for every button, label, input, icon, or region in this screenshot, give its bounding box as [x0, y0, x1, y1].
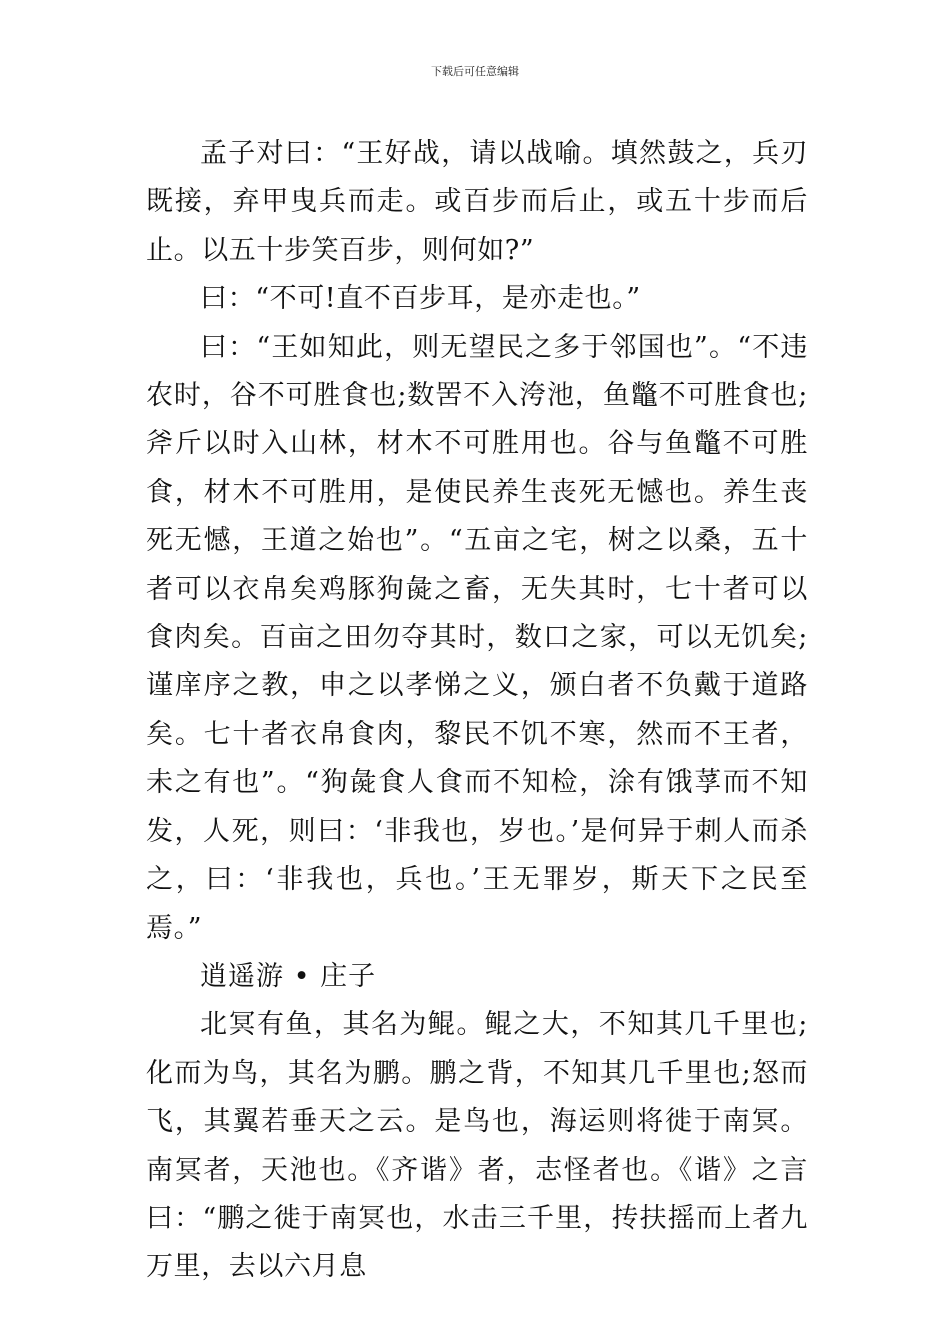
- paragraph-kingly-way: 曰：“王如知此，则无望民之多于邻国也”。“不违农时，谷不可胜食也;数罟不入洿池，鱼鼈不可胜食也;斧斤以时入山林，材木不可胜用也。谷与鱼鼈不可胜食，材木不可胜用，是使民养生丧死无憾也。养生丧死无憾，王道之始也”。“五亩之宅，树之以桑，五十者可以衣帛矣鸡豚狗彘之畜，无失其时，七十者可以食肉矣。百亩之田勿夺其时，数口之家，可以无饥矣;谨庠序之教，申之以孝悌之义，颁白者不负戴于道路矣。七十者衣帛食肉，黎民不饥不寒，然而不王者，未之有也”。“狗彘食人食而不知检，涂有饿莩而不知发，人死，则曰：‘非我也，岁也。’是何异于刺人而杀之，曰：‘非我也，兵也。’王无罪岁，斯天下之民至焉。”: [146, 331, 808, 944]
- paragraph-beiming: 北冥有鱼，其名为鲲。鲲之大，不知其几千里也;化而为鸟，其名为鹏。鹏之背，不知其几千里也;怒而飞，其翼若垂天之云。是鸟也，海运则将徙于南冥。南冥者，天池也。《齐谐》者，志怪者也。《谐》之言曰：“鹏之徙于南冥也，水击三千里，抟扶摇而上者九万里，去以六月息: [146, 1009, 808, 1283]
- page-header: 下载后可任意编辑: [431, 65, 519, 78]
- paragraph-king-answer: 曰：“不可!直不百步耳，是亦走也。”: [200, 283, 641, 315]
- paragraph-mencius-reply: 孟子对曰：“王好战，请以战喻。填然鼓之，兵刃既接，弃甲曳兵而走。或百步而后止，或五十步而后止。以五十步笑百步，则何如?”: [146, 138, 808, 266]
- document-body: [146, 130, 808, 1292]
- section-title-xiaoyaoyou: 逍遥游 • 庄子: [200, 960, 377, 992]
